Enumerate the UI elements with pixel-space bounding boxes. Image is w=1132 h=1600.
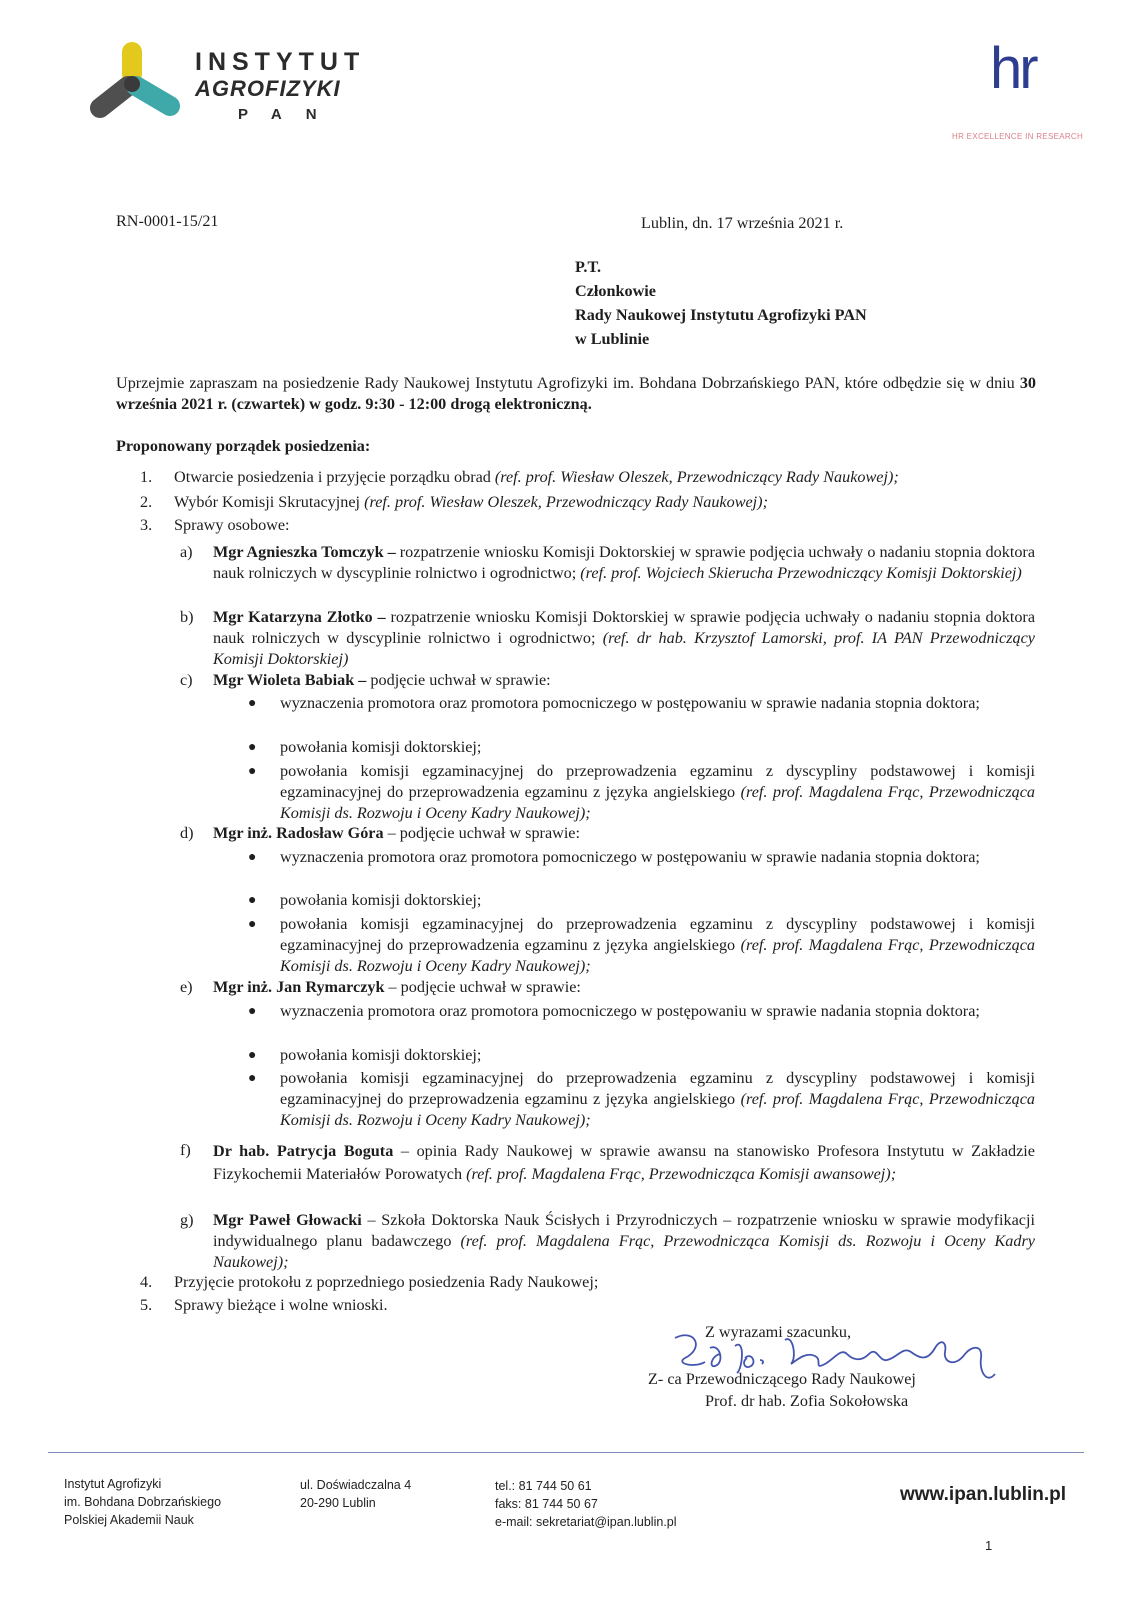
sub-item-g <box>213 1210 1035 1273</box>
agenda-item-5: Sprawy bieżące i wolne wnioski. <box>174 1296 388 1314</box>
sub-item-text: – podjęcie uchwał w sprawie: <box>384 978 581 996</box>
addressee-line: Członkowie <box>575 282 656 300</box>
sub-item-b <box>213 607 1035 670</box>
agenda-item-3: Sprawy osobowe: <box>174 516 290 534</box>
bullet: ● <box>248 764 257 779</box>
bullet-text-main: powołania komisji egzaminacyjnej do przeprowadzenia egzaminu z dyscypliny podstawowej i komisji egzaminacyjnej do przeprowadzenia egzaminu z języka angielskiego <box>280 1069 1035 1108</box>
sub-item-c <box>213 670 1035 691</box>
hr-excellence-logo <box>952 36 1084 150</box>
agenda-item-1 <box>174 467 899 488</box>
footer-institution <box>64 1475 221 1529</box>
page-number: 1 <box>985 1538 993 1553</box>
addressee-line: w Lublinie <box>575 330 650 348</box>
sub-item-ref: (ref. prof. Wojciech Skierucha Przewodniczący Komisji Doktorskiej) <box>580 564 1022 582</box>
hr-logo-text: hr <box>990 36 1036 101</box>
footer-divider <box>48 1452 1084 1453</box>
intro-text: Uprzejmie zapraszam na posiedzenie Rady Naukowej Instytutu Agrofizyki im. Bohdana Dobrzańskiego PAN, które odbędzie się w dniu <box>116 374 1020 392</box>
person-name: Dr hab. Patrycja Boguta <box>213 1142 394 1160</box>
bullet-text: powołania komisji doktorskiej; <box>280 891 482 909</box>
closing-title: Z- ca Przewodniczącego Rady Naukowej <box>648 1370 916 1388</box>
bullet: ● <box>248 1071 257 1086</box>
footer-address <box>300 1476 411 1512</box>
agenda-number: 1. <box>140 468 153 486</box>
sub-item-letter: a) <box>180 543 193 561</box>
sub-item-a <box>213 542 1035 584</box>
person-name: Mgr Wioleta Babiak – <box>213 671 367 689</box>
addressee-line: P.T. <box>575 258 602 276</box>
person-name: Mgr Katarzyna Złotko – <box>213 608 386 626</box>
agenda-title: Proponowany porządek posiedzenia: <box>116 437 371 455</box>
footer-line-text: ul. Doświadczalna 4 <box>300 1478 412 1492</box>
bullet-text <box>280 914 1035 977</box>
bullet: ● <box>248 1048 257 1063</box>
bullet-text-main: powołania komisji egzaminacyjnej do przeprowadzenia egzaminu z dyscypliny podstawowej i komisji egzaminacyjnej do przeprowadzenia egzaminu z języka angielskiego <box>280 915 1035 954</box>
person-name: Mgr inż. Radosław Góra <box>213 824 384 842</box>
agenda-item-4: Przyjęcie protokołu z poprzedniego posiedzenia Rady Naukowej; <box>174 1273 599 1291</box>
footer-email[interactable]: e-mail: sekretariat@ipan.lublin.pl <box>495 1515 677 1529</box>
bullet-text: powołania komisji doktorskiej; <box>280 1046 482 1064</box>
sub-item-f <box>213 1140 1035 1186</box>
bullet: ● <box>248 850 257 865</box>
sub-item-d <box>213 823 1035 844</box>
bullet-text-main: powołania komisji egzaminacyjnej do przeprowadzenia egzaminu z dyscypliny podstawowej i komisji egzaminacyjnej do przeprowadzenia egzaminu z języka angielskiego <box>280 762 1035 801</box>
bullet: ● <box>248 1004 257 1019</box>
sub-item-letter: c) <box>180 671 193 689</box>
bullet: ● <box>248 696 257 711</box>
sub-item-letter: g) <box>180 1211 194 1229</box>
sub-item-text: – opinia Rady Naukowej w sprawie awansu na stanowisko Profesora Instytutu w Zakładzie Fizykochemii Materiałów Porowatych <box>213 1142 1035 1183</box>
footer-contact <box>495 1477 677 1531</box>
bullet: ● <box>248 740 257 755</box>
closing-signatory: Prof. dr hab. Zofia Sokołowska <box>705 1392 909 1410</box>
footer-line-text: Instytut Agrofizyki <box>64 1477 162 1491</box>
footer-website-link[interactable]: www.ipan.lublin.pl <box>900 1484 1067 1505</box>
bullet: ● <box>248 917 257 932</box>
agenda-item-ref: (ref. prof. Wiesław Oleszek, Przewodniczący Rady Naukowej); <box>364 493 768 511</box>
meeting-datetime: 30 września 2021 r. (czwartek) w godz. 9:30 - 12:00 drogą elektroniczną. <box>116 374 1036 413</box>
bullet-text: wyznaczenia promotora oraz promotora pomocniczego w postępowaniu w sprawie nadania stopnia doktora; <box>280 694 980 712</box>
agenda-item-text: Otwarcie posiedzenia i przyjęcie porządku obrad <box>174 468 495 486</box>
closing-greeting: Z wyrazami szacunku, <box>705 1323 852 1341</box>
bullet-ref: (ref. prof. Magdalena Frąc, Przewodnicząca Komisji ds. Rozwoju i Oceny Kadry Naukowej); <box>280 936 1035 975</box>
letter-date: Lublin, dn. 17 września 2021 r. <box>641 214 844 232</box>
agenda-number: 5. <box>140 1296 153 1314</box>
sub-item-e <box>213 977 1035 998</box>
addressee-block <box>575 255 867 351</box>
agenda-number: 3. <box>140 516 153 534</box>
footer-line-text: im. Bohdana Dobrzańskiego <box>64 1495 222 1509</box>
agenda-number: 4. <box>140 1273 153 1291</box>
person-name: Mgr inż. Jan Rymarczyk <box>213 978 385 996</box>
footer-fax: faks: 81 744 50 67 <box>495 1497 598 1511</box>
bullet-ref: (ref. prof. Magdalena Frąc, Przewodnicząca Komisji ds. Rozwoju i Oceny Kadry Naukowej); <box>280 1090 1035 1129</box>
bullet-text: wyznaczenia promotora oraz promotora pomocniczego w postępowaniu w sprawie nadania stopnia doktora; <box>280 1002 980 1020</box>
bullet-text <box>280 761 1035 824</box>
bullet-text: powołania komisji doktorskiej; <box>280 738 482 756</box>
bullet: ● <box>248 893 257 908</box>
logo-text-line2: AGROFIZYKI <box>195 76 341 101</box>
agenda-number: 2. <box>140 493 153 511</box>
sub-item-letter: d) <box>180 824 194 842</box>
hr-logo-caption: HR EXCELLENCE IN RESEARCH <box>952 132 1084 141</box>
agenda-item-2 <box>174 492 768 513</box>
sub-item-ref: (ref. prof. Magdalena Frąc, Przewodnicząca Komisji awansowej); <box>466 1165 897 1183</box>
sub-item-ref: (ref. dr hab. Krzysztof Lamorski, prof. IA PAN Przewodniczący Komisji Doktorskiej) <box>213 629 1035 668</box>
sub-item-letter: e) <box>180 978 193 996</box>
handwritten-signature <box>665 1318 1005 1398</box>
agenda-item-text: Wybór Komisji Skrutacyjnej <box>174 493 365 511</box>
sub-item-letter: b) <box>180 608 194 626</box>
person-name: Mgr Agnieszka Tomczyk – <box>213 543 396 561</box>
bullet-text <box>280 1068 1035 1131</box>
sub-item-letter: f) <box>180 1141 191 1159</box>
person-name: Mgr Paweł Głowacki <box>213 1211 362 1229</box>
sub-item-text: podjęcie uchwał w sprawie: <box>366 671 551 689</box>
reference-number: RN-0001-15/21 <box>116 212 219 230</box>
footer-line-text: 20-290 Lublin <box>300 1496 376 1510</box>
bullet-text: wyznaczenia promotora oraz promotora pomocniczego w postępowaniu w sprawie nadania stopnia doktora; <box>280 848 980 866</box>
addressee-line: Rady Naukowej Instytutu Agrofizyki PAN <box>575 306 867 324</box>
sub-item-text: rozpatrzenie wniosku Komisji Doktorskiej w sprawie podjęcia uchwały o nadaniu stopnia doktora nauk rolniczych w dyscyplinie rolnictwo i ogrodnictwo; <box>213 608 1036 647</box>
sub-item-text: – Szkoła Doktorska Nauk Ścisłych i Przyrodniczych – rozpatrzenie wniosku w sprawie modyfikacji indywidualnego planu badawczego <box>213 1211 1035 1250</box>
sub-item-text: rozpatrzenie wniosku Komisji Doktorskiej w sprawie podjęcia uchwały o nadaniu stopnia doktora nauk rolniczych w dyscyplinie rolnictwo i ogrodnictwo; <box>213 543 1036 582</box>
sub-item-ref: (ref. prof. Magdalena Frąc, Przewodnicząca Komisji ds. Rozwoju i Oceny Kadry Naukowej); <box>213 1232 1035 1271</box>
intro-paragraph <box>116 373 1036 415</box>
footer-phone: tel.: 81 744 50 61 <box>495 1479 592 1493</box>
bullet-ref: (ref. prof. Magdalena Frąc, Przewodnicząca Komisji ds. Rozwoju i Oceny Kadry Naukowej); <box>280 783 1035 822</box>
institute-logo <box>88 40 408 130</box>
logo-text-line3: PAN <box>238 106 341 123</box>
footer-line-text: Polskiej Akademii Nauk <box>64 1513 194 1527</box>
agenda-item-ref: (ref. prof. Wiesław Oleszek, Przewodniczący Rady Naukowej); <box>494 468 899 486</box>
institute-logo-mark <box>88 40 198 130</box>
logo-text-line1: INSTYTUT <box>195 48 366 76</box>
sub-item-text: – podjęcie uchwał w sprawie: <box>383 824 580 842</box>
